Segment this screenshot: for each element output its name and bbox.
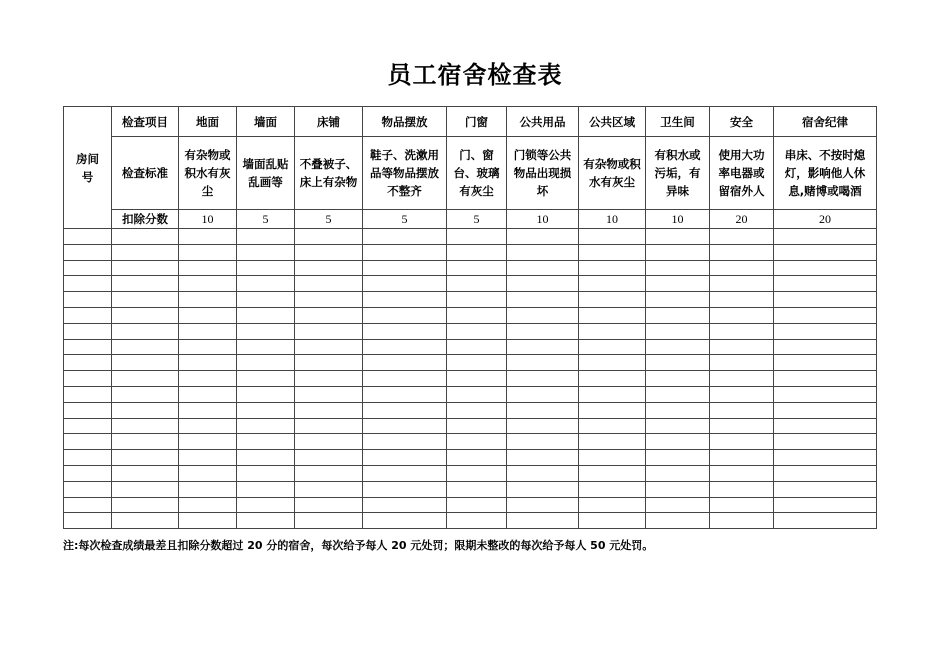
entry-cell[interactable] <box>507 418 579 434</box>
entry-cell[interactable] <box>579 481 646 497</box>
entry-cell[interactable] <box>112 292 179 308</box>
entry-cell[interactable] <box>774 323 877 339</box>
item-standard: 使用大功率电器或留宿外人 <box>710 137 774 210</box>
entry-cell[interactable] <box>363 481 447 497</box>
entry-cell[interactable] <box>447 371 507 387</box>
entry-cell[interactable] <box>507 276 579 292</box>
entry-cell[interactable] <box>646 450 710 466</box>
entry-cell[interactable] <box>507 371 579 387</box>
entry-cell[interactable] <box>237 481 295 497</box>
entry-cell[interactable] <box>237 276 295 292</box>
entry-cell[interactable] <box>710 402 774 418</box>
entry-cell[interactable] <box>295 465 363 481</box>
entry-cell[interactable] <box>447 355 507 371</box>
entry-cell[interactable] <box>64 465 112 481</box>
entry-cell[interactable] <box>774 244 877 260</box>
entry-cell[interactable] <box>579 402 646 418</box>
entry-cell[interactable] <box>237 292 295 308</box>
entry-cell[interactable] <box>295 418 363 434</box>
entry-cell[interactable] <box>363 292 447 308</box>
entry-cell[interactable] <box>237 418 295 434</box>
blank-entry-row <box>64 434 877 450</box>
entry-cell[interactable] <box>447 276 507 292</box>
entry-cell[interactable] <box>179 450 237 466</box>
entry-cell[interactable] <box>447 450 507 466</box>
entry-cell[interactable] <box>295 244 363 260</box>
standard-row-label: 检查标准 <box>112 137 179 210</box>
entry-cell[interactable] <box>64 260 112 276</box>
item-header: 地面 <box>179 107 237 137</box>
entry-cell[interactable] <box>447 418 507 434</box>
blank-entry-row <box>64 307 877 323</box>
entry-cell[interactable] <box>112 276 179 292</box>
blank-entry-row <box>64 260 877 276</box>
entry-cell[interactable] <box>447 292 507 308</box>
entry-cell[interactable] <box>507 355 579 371</box>
entry-cell[interactable] <box>179 307 237 323</box>
entry-cell[interactable] <box>295 339 363 355</box>
item-header: 墙面 <box>237 107 295 137</box>
entry-cell[interactable] <box>64 323 112 339</box>
entry-cell[interactable] <box>295 402 363 418</box>
item-header: 公共用品 <box>507 107 579 137</box>
entry-cell[interactable] <box>579 276 646 292</box>
entry-cell[interactable] <box>646 244 710 260</box>
entry-cell[interactable] <box>363 355 447 371</box>
entry-cell[interactable] <box>579 418 646 434</box>
entry-cell[interactable] <box>64 402 112 418</box>
entry-cell[interactable] <box>447 513 507 529</box>
blank-entry-row <box>64 450 877 466</box>
entry-cell[interactable] <box>112 355 179 371</box>
entry-cell[interactable] <box>579 497 646 513</box>
entry-cell[interactable] <box>774 465 877 481</box>
entry-cell[interactable] <box>646 371 710 387</box>
entry-cell[interactable] <box>774 355 877 371</box>
entry-cell[interactable] <box>646 513 710 529</box>
entry-cell[interactable] <box>507 513 579 529</box>
entry-cell[interactable] <box>710 450 774 466</box>
item-score: 20 <box>710 210 774 229</box>
score-row <box>64 210 877 229</box>
entry-cell[interactable] <box>710 229 774 245</box>
entry-cell[interactable] <box>447 260 507 276</box>
entry-cell[interactable] <box>237 355 295 371</box>
entry-cell[interactable] <box>112 229 179 245</box>
entry-cell[interactable] <box>710 497 774 513</box>
entry-cell[interactable] <box>64 481 112 497</box>
entry-cell[interactable] <box>774 418 877 434</box>
entry-cell[interactable] <box>179 465 237 481</box>
entry-cell[interactable] <box>363 323 447 339</box>
entry-cell[interactable] <box>179 292 237 308</box>
entry-cell[interactable] <box>112 339 179 355</box>
inspection-table <box>63 106 877 529</box>
blank-entry-row <box>64 418 877 434</box>
item-header: 门窗 <box>447 107 507 137</box>
entry-cell[interactable] <box>579 307 646 323</box>
entry-cell[interactable] <box>363 402 447 418</box>
entry-cell[interactable] <box>295 307 363 323</box>
entry-cell[interactable] <box>646 418 710 434</box>
entry-cell[interactable] <box>447 339 507 355</box>
standards-row <box>64 137 877 210</box>
item-standard: 门锁等公共物品出现损坏 <box>507 137 579 210</box>
entry-cell[interactable] <box>179 402 237 418</box>
entry-cell[interactable] <box>112 450 179 466</box>
entry-cell[interactable] <box>237 323 295 339</box>
entry-cell[interactable] <box>710 434 774 450</box>
entry-cell[interactable] <box>179 276 237 292</box>
entry-cell[interactable] <box>579 450 646 466</box>
entry-cell[interactable] <box>64 292 112 308</box>
entry-cell[interactable] <box>363 371 447 387</box>
blank-entry-row <box>64 292 877 308</box>
entry-cell[interactable] <box>447 402 507 418</box>
entry-cell[interactable] <box>363 276 447 292</box>
entry-cell[interactable] <box>295 229 363 245</box>
entry-cell[interactable] <box>774 307 877 323</box>
entry-cell[interactable] <box>363 513 447 529</box>
entry-cell[interactable] <box>237 307 295 323</box>
entry-cell[interactable] <box>774 450 877 466</box>
entry-cell[interactable] <box>363 450 447 466</box>
item-standard: 有积水或污垢，有异味 <box>646 137 710 210</box>
blank-entry-row <box>64 513 877 529</box>
entry-cell[interactable] <box>646 339 710 355</box>
entry-cell[interactable] <box>112 386 179 402</box>
entry-cell[interactable] <box>112 323 179 339</box>
entry-cell[interactable] <box>646 402 710 418</box>
entry-cell[interactable] <box>179 418 237 434</box>
entry-cell[interactable] <box>64 371 112 387</box>
entry-cell[interactable] <box>710 292 774 308</box>
entry-cell[interactable] <box>295 260 363 276</box>
entry-cell[interactable] <box>64 513 112 529</box>
entry-cell[interactable] <box>710 371 774 387</box>
entry-cell[interactable] <box>774 513 877 529</box>
entry-cell[interactable] <box>363 418 447 434</box>
entry-cell[interactable] <box>363 497 447 513</box>
room-number-header <box>64 107 112 229</box>
blank-entry-row <box>64 371 877 387</box>
entry-cell[interactable] <box>237 497 295 513</box>
entry-cell[interactable] <box>710 481 774 497</box>
entry-cell[interactable] <box>774 229 877 245</box>
item-standard: 鞋子、洗漱用品等物品摆放不整齐 <box>363 137 447 210</box>
item-score: 5 <box>295 210 363 229</box>
entry-cell[interactable] <box>447 229 507 245</box>
item-standard: 墙面乱贴乱画等 <box>237 137 295 210</box>
entry-cell[interactable] <box>112 402 179 418</box>
entry-cell[interactable] <box>295 481 363 497</box>
item-score: 5 <box>237 210 295 229</box>
room-number-label: 房间号 <box>76 151 99 184</box>
entry-cell[interactable] <box>64 418 112 434</box>
item-header: 卫生间 <box>646 107 710 137</box>
entry-cell[interactable] <box>237 434 295 450</box>
entry-cell[interactable] <box>179 497 237 513</box>
entry-cell[interactable] <box>179 371 237 387</box>
entry-cell[interactable] <box>774 386 877 402</box>
entry-cell[interactable] <box>112 513 179 529</box>
items-row-label: 检查项目 <box>112 107 179 137</box>
entry-cell[interactable] <box>646 355 710 371</box>
entry-cell[interactable] <box>237 513 295 529</box>
entry-cell[interactable] <box>363 434 447 450</box>
entry-cell[interactable] <box>646 323 710 339</box>
entry-cell[interactable] <box>579 386 646 402</box>
entry-cell[interactable] <box>646 497 710 513</box>
entry-cell[interactable] <box>579 260 646 276</box>
entry-cell[interactable] <box>363 229 447 245</box>
item-standard: 有杂物或积水有灰尘 <box>179 137 237 210</box>
entry-cell[interactable] <box>646 386 710 402</box>
entry-cell[interactable] <box>646 434 710 450</box>
entry-cell[interactable] <box>507 339 579 355</box>
entry-cell[interactable] <box>363 260 447 276</box>
entry-cell[interactable] <box>579 292 646 308</box>
blank-entry-row <box>64 355 877 371</box>
entry-cell[interactable] <box>295 276 363 292</box>
entry-cell[interactable] <box>295 386 363 402</box>
item-standard: 不叠被子、床上有杂物 <box>295 137 363 210</box>
entry-cell[interactable] <box>507 307 579 323</box>
blank-entry-row <box>64 465 877 481</box>
item-score: 5 <box>363 210 447 229</box>
blank-entry-row <box>64 339 877 355</box>
entry-cell[interactable] <box>579 339 646 355</box>
entry-cell[interactable] <box>295 450 363 466</box>
entry-cell[interactable] <box>64 386 112 402</box>
entry-cell[interactable] <box>507 323 579 339</box>
entry-cell[interactable] <box>447 386 507 402</box>
entry-cell[interactable] <box>507 497 579 513</box>
entry-cell[interactable] <box>447 434 507 450</box>
entry-cell[interactable] <box>112 434 179 450</box>
entry-cell[interactable] <box>447 465 507 481</box>
entry-cell[interactable] <box>112 465 179 481</box>
entry-cell[interactable] <box>579 323 646 339</box>
footnote: 注:每次检查成绩最差且扣除分数超过 20 分的宿舍，每次给予每人 20 元处罚；限期未整改的每次给予每人 50 元处罚。 <box>63 539 654 552</box>
entry-cell[interactable] <box>507 402 579 418</box>
item-standard: 有杂物或积水有灰尘 <box>579 137 646 210</box>
entry-cell[interactable] <box>507 450 579 466</box>
entry-cell[interactable] <box>179 260 237 276</box>
entry-cell[interactable] <box>774 497 877 513</box>
entry-cell[interactable] <box>112 481 179 497</box>
entry-cell[interactable] <box>295 323 363 339</box>
entry-cell[interactable] <box>579 434 646 450</box>
entry-cell[interactable] <box>646 292 710 308</box>
entry-cell[interactable] <box>64 497 112 513</box>
entry-cell[interactable] <box>774 402 877 418</box>
entry-cell[interactable] <box>179 355 237 371</box>
entry-cell[interactable] <box>710 276 774 292</box>
score-row-label: 扣除分数 <box>112 210 179 229</box>
entry-cell[interactable] <box>447 307 507 323</box>
entry-cell[interactable] <box>579 244 646 260</box>
entry-cell[interactable] <box>507 244 579 260</box>
entry-cell[interactable] <box>64 339 112 355</box>
blank-entry-row <box>64 386 877 402</box>
item-header: 床铺 <box>295 107 363 137</box>
entry-cell[interactable] <box>237 465 295 481</box>
item-standard: 门、窗台、玻璃有灰尘 <box>447 137 507 210</box>
item-header: 物品摆放 <box>363 107 447 137</box>
entry-cell[interactable] <box>363 465 447 481</box>
entry-cell[interactable] <box>237 244 295 260</box>
entry-cell[interactable] <box>710 339 774 355</box>
entry-cell[interactable] <box>237 402 295 418</box>
entry-cell[interactable] <box>179 339 237 355</box>
entry-cell[interactable] <box>363 244 447 260</box>
entry-cell[interactable] <box>774 292 877 308</box>
entry-cell[interactable] <box>710 244 774 260</box>
entry-cell[interactable] <box>646 260 710 276</box>
entry-cell[interactable] <box>179 244 237 260</box>
entry-cell[interactable] <box>363 386 447 402</box>
entry-cell[interactable] <box>64 355 112 371</box>
entry-cell[interactable] <box>179 386 237 402</box>
entry-cell[interactable] <box>646 481 710 497</box>
entry-cell[interactable] <box>710 418 774 434</box>
entry-cell[interactable] <box>507 386 579 402</box>
inspection-items-row <box>64 107 877 137</box>
entry-cell[interactable] <box>295 513 363 529</box>
item-header: 宿舍纪律 <box>774 107 877 137</box>
entry-cell[interactable] <box>112 307 179 323</box>
entry-cell[interactable] <box>579 371 646 387</box>
item-score: 20 <box>774 210 877 229</box>
entry-cell[interactable] <box>64 229 112 245</box>
entry-cell[interactable] <box>112 497 179 513</box>
entry-cell[interactable] <box>710 307 774 323</box>
entry-cell[interactable] <box>295 292 363 308</box>
item-score: 10 <box>646 210 710 229</box>
blank-entry-row <box>64 229 877 245</box>
item-score: 10 <box>579 210 646 229</box>
entry-cell[interactable] <box>646 465 710 481</box>
entry-cell[interactable] <box>710 355 774 371</box>
entry-cell[interactable] <box>363 307 447 323</box>
entry-cell[interactable] <box>507 481 579 497</box>
entry-cell[interactable] <box>447 497 507 513</box>
entry-cell[interactable] <box>112 244 179 260</box>
entry-cell[interactable] <box>179 229 237 245</box>
entry-cell[interactable] <box>295 497 363 513</box>
item-score: 5 <box>447 210 507 229</box>
blank-entry-row <box>64 497 877 513</box>
entry-cell[interactable] <box>774 481 877 497</box>
entry-cell[interactable] <box>710 323 774 339</box>
entry-cell[interactable] <box>507 465 579 481</box>
entry-cell[interactable] <box>237 450 295 466</box>
entry-cell[interactable] <box>447 481 507 497</box>
entry-cell[interactable] <box>64 276 112 292</box>
entry-cell[interactable] <box>774 371 877 387</box>
entry-cell[interactable] <box>507 434 579 450</box>
page-title: 员工宿舍检查表 <box>387 60 563 89</box>
entry-cell[interactable] <box>295 371 363 387</box>
entry-cell[interactable] <box>112 371 179 387</box>
item-standard: 串床、不按时熄灯，影响他人休息,赌博或喝酒 <box>774 137 877 210</box>
entry-cell[interactable] <box>64 450 112 466</box>
entry-cell[interactable] <box>507 292 579 308</box>
blank-entry-row <box>64 323 877 339</box>
blank-entry-row <box>64 402 877 418</box>
entry-cell[interactable] <box>237 339 295 355</box>
entry-cell[interactable] <box>579 513 646 529</box>
entry-cell[interactable] <box>710 386 774 402</box>
item-score: 10 <box>507 210 579 229</box>
entry-cell[interactable] <box>179 323 237 339</box>
entry-cell[interactable] <box>64 434 112 450</box>
entry-cell[interactable] <box>646 307 710 323</box>
entry-cell[interactable] <box>112 418 179 434</box>
entry-cell[interactable] <box>710 260 774 276</box>
entry-cell[interactable] <box>237 386 295 402</box>
entry-cell[interactable] <box>579 229 646 245</box>
entry-cell[interactable] <box>774 339 877 355</box>
entry-cell[interactable] <box>447 244 507 260</box>
entry-cell[interactable] <box>179 481 237 497</box>
entry-cell[interactable] <box>710 513 774 529</box>
entry-cell[interactable] <box>579 355 646 371</box>
entry-cell[interactable] <box>237 260 295 276</box>
entry-cell[interactable] <box>774 434 877 450</box>
entry-cell[interactable] <box>295 355 363 371</box>
blank-entry-row <box>64 276 877 292</box>
entry-cell[interactable] <box>112 260 179 276</box>
entry-cell[interactable] <box>579 465 646 481</box>
entry-cell[interactable] <box>64 244 112 260</box>
entry-cell[interactable] <box>363 339 447 355</box>
item-header: 安全 <box>710 107 774 137</box>
entry-cell[interactable] <box>295 434 363 450</box>
entry-cell[interactable] <box>646 276 710 292</box>
entry-cell[interactable] <box>64 307 112 323</box>
entry-cell[interactable] <box>237 371 295 387</box>
entry-cell[interactable] <box>447 323 507 339</box>
blank-entry-row <box>64 244 877 260</box>
entry-cell[interactable] <box>507 229 579 245</box>
entry-cell[interactable] <box>646 229 710 245</box>
entry-cell[interactable] <box>507 260 579 276</box>
entry-cell[interactable] <box>179 434 237 450</box>
blank-entry-row <box>64 481 877 497</box>
entry-cell[interactable] <box>774 260 877 276</box>
entry-cell[interactable] <box>774 276 877 292</box>
entry-cell[interactable] <box>179 513 237 529</box>
item-score: 10 <box>179 210 237 229</box>
entry-cell[interactable] <box>237 229 295 245</box>
item-header: 公共区域 <box>579 107 646 137</box>
entry-cell[interactable] <box>710 465 774 481</box>
